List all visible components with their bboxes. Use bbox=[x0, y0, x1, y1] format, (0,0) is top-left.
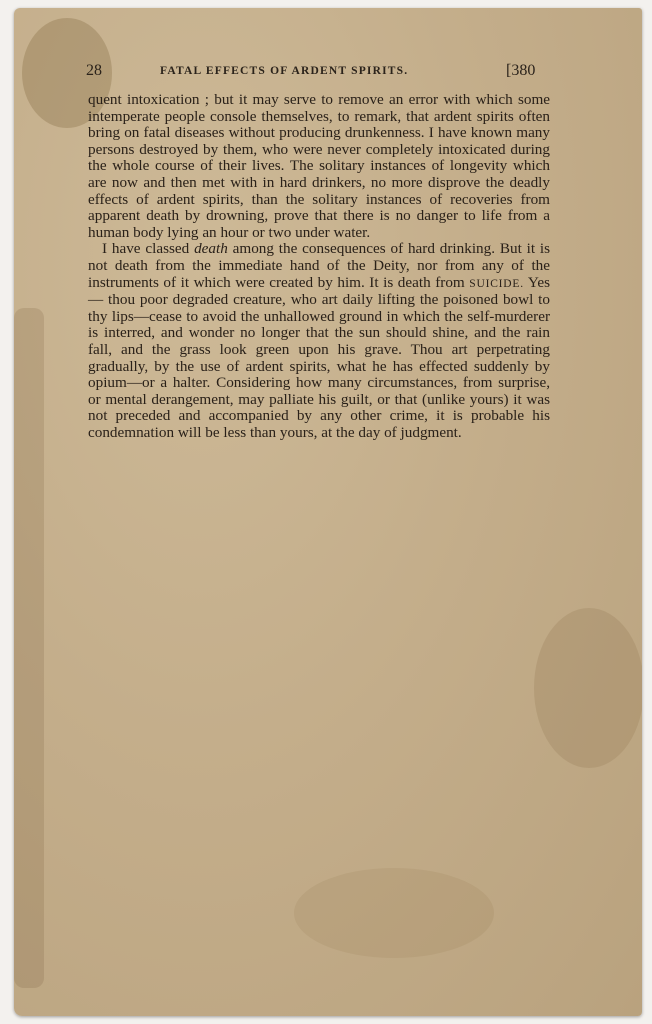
water-stain bbox=[534, 608, 642, 768]
emphasis-death: death bbox=[194, 240, 228, 258]
paragraph-text: I have classed bbox=[102, 240, 195, 258]
edge-discoloration bbox=[14, 308, 44, 988]
paragraph-text: Yes— thou poor degraded creature, who art daily lifting the poisoned bowl to thy lips—cease to avoid the unhallowed ground in which the self-murderer is interred, and wonder no longer that the sun should shine, and the rain fall, and the grass look green upon his grave. Thou art perpetrating gradually, by the use of ardent spirits, what he has effected suddenly by opium—or a halter. Considering how many circumstances, from surprise, or mental derangement, may palliate his guilt, or that (unlike yours) it was not preceded and accompanied by any other crime, it is probable his condemnation will be less than yours, at the day of judgment. bbox=[88, 273, 550, 441]
page-header bbox=[86, 62, 556, 84]
paragraph bbox=[88, 241, 550, 441]
water-stain bbox=[294, 868, 494, 958]
emphasis-suicide: SUICIDE. bbox=[469, 277, 524, 290]
page-body bbox=[88, 92, 550, 441]
page-number: 28 bbox=[86, 62, 102, 79]
paragraph-text: among the consequences of hard drinking. But it is not death from the immediate hand of the Deity, nor from any of the instruments of it which were created by him. It is death from bbox=[88, 240, 551, 291]
running-title: FATAL EFFECTS OF ARDENT SPIRITS. bbox=[160, 65, 409, 77]
signature-mark: [380 bbox=[506, 62, 536, 79]
paragraph: quent intoxication ; but it may serve to remove an error with which some intemperate people console themselves, to remark, that ardent spirits often bring on fatal diseases without producing drunkenness. I have known many persons destroyed by them, who were never completely intoxicated during the whole course of their lives. The solitary instances of longevity which are now and then met with in hard drinkers, no more disprove the deadly effects of ardent spirits, than the solitary instances of recoveries from apparent death by drowning, prove that there is no danger to life from a human body lying an hour or two under water. bbox=[88, 91, 550, 241]
